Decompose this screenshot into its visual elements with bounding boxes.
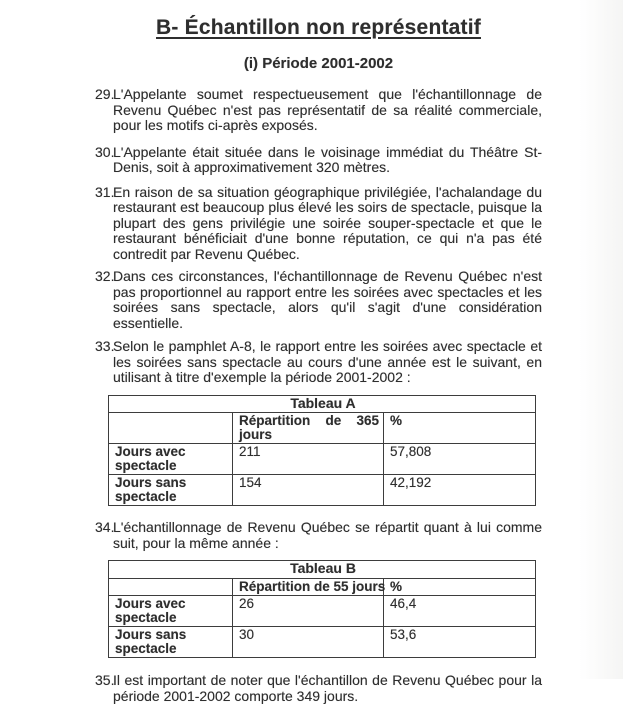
tableau-b-row-jours-sans [109,627,536,658]
tableau-a-title-row [109,395,536,413]
paragraph-34 [95,520,542,551]
paragraph-35-text: Il est important de noter que l'échantillon de Revenu Québec pour la période 2001-2002 comporte 349 jours. [113,672,542,704]
paragraph-31 [95,185,542,263]
tableau-b-title: Tableau B [109,561,536,579]
paragraph-30-number: 30. [95,143,115,160]
tableau-a-label-jours-sans: Jours sans spectacle [109,475,233,506]
tableau-b-value-jours-avec: 26 [233,596,384,627]
tableau-a-header-percent: % [384,413,536,444]
paragraph-29 [95,87,542,134]
tableau-a-header-row [109,413,536,444]
paragraph-31-text: En raison de sa situation géographique privilégiée, l'achalandage du restaurant est beaucoup plus élevé les soirs de spectacle, puisque la plupart des gens privilégie une soirée souper-spectacle et que le restaurant bénéficiait d'une bonne réputation, ce qui n'a pas été contredit par Revenu Québec. [113,183,542,262]
paragraph-35 [95,673,542,704]
tableau-a-percent-jours-sans: 42,192 [384,475,536,506]
paragraph-33-number: 33. [95,338,115,354]
document-content [95,14,542,704]
paragraph-30 [95,145,542,176]
tableau-b-row-jours-avec [109,596,536,627]
tableau-a-row-jours-avec [109,444,536,475]
tableau-a-title: Tableau A [109,395,536,413]
paragraph-31-number: 31. [95,183,115,200]
paragraph-29-text: L'Appelante soumet respectueusement que l'échantillonnage de Revenu Québec n'est pas représentatif de sa réalité commerciale, pour les motifs ci-après exposés. [113,86,542,133]
tableau-a-value-jours-sans: 154 [233,475,384,506]
tableau-b-percent-jours-avec: 46,4 [384,596,536,627]
paragraph-34-number: 34. [95,519,115,535]
page-subtitle: (i) Période 2001-2002 [243,55,394,72]
page-title: B- Échantillon non représentatif [156,16,481,39]
tableau-b-label-jours-avec: Jours avec spectacle [109,596,233,627]
tableau-b-header-empty [109,578,233,596]
tableau-b-percent-jours-sans: 53,6 [384,627,536,658]
tableau-a-row-jours-sans [109,475,536,506]
paragraph-33 [95,339,542,386]
paragraph-29-number: 29. [95,86,115,102]
paragraph-35-number: 35. [95,672,115,688]
tableau-a [108,395,536,507]
tableau-a-label-jours-avec: Jours avec spectacle [109,444,233,475]
paragraph-32-text: Dans ces circonstances, l'échantillonnage de Revenu Québec n'est pas proportionnel au rapport entre les soirées avec spectacles et les soirées sans spectacle, alors qu'il s'agit d'une considération essentielle. [113,268,542,331]
tableau-a-header-repartition: Répartition de 365 jours [233,413,384,444]
tableau-b-header-row [109,578,536,596]
tableau-b [108,560,536,658]
tableau-b-title-row [109,561,536,579]
paragraph-30-text: L'Appelante était située dans le voisinage immédiat du Théâtre St-Denis, soit à approximativement 320 mètres. [113,143,542,175]
paragraph-32 [95,269,542,331]
paragraph-34-text: L'échantillonnage de Revenu Québec se répartit quant à lui comme suit, pour la même année : [113,519,542,551]
tableau-a-header-empty [109,413,233,444]
tableau-b-label-jours-sans: Jours sans spectacle [109,627,233,658]
tableau-a-percent-jours-avec: 57,808 [384,444,536,475]
tableau-b-header-percent: % [384,578,536,596]
tableau-a-value-jours-avec: 211 [233,444,384,475]
tableau-b-header-repartition: Répartition de 55 jours [233,578,384,596]
paragraph-33-text: Selon le pamphlet A-8, le rapport entre les soirées avec spectacle et les soirées sans spectacle au cours d'une année est le suivant, en utilisant à titre d'exemple la période 2001-2002 : [113,338,542,385]
paragraph-32-number: 32. [95,268,115,284]
tableau-b-value-jours-sans: 30 [233,627,384,658]
